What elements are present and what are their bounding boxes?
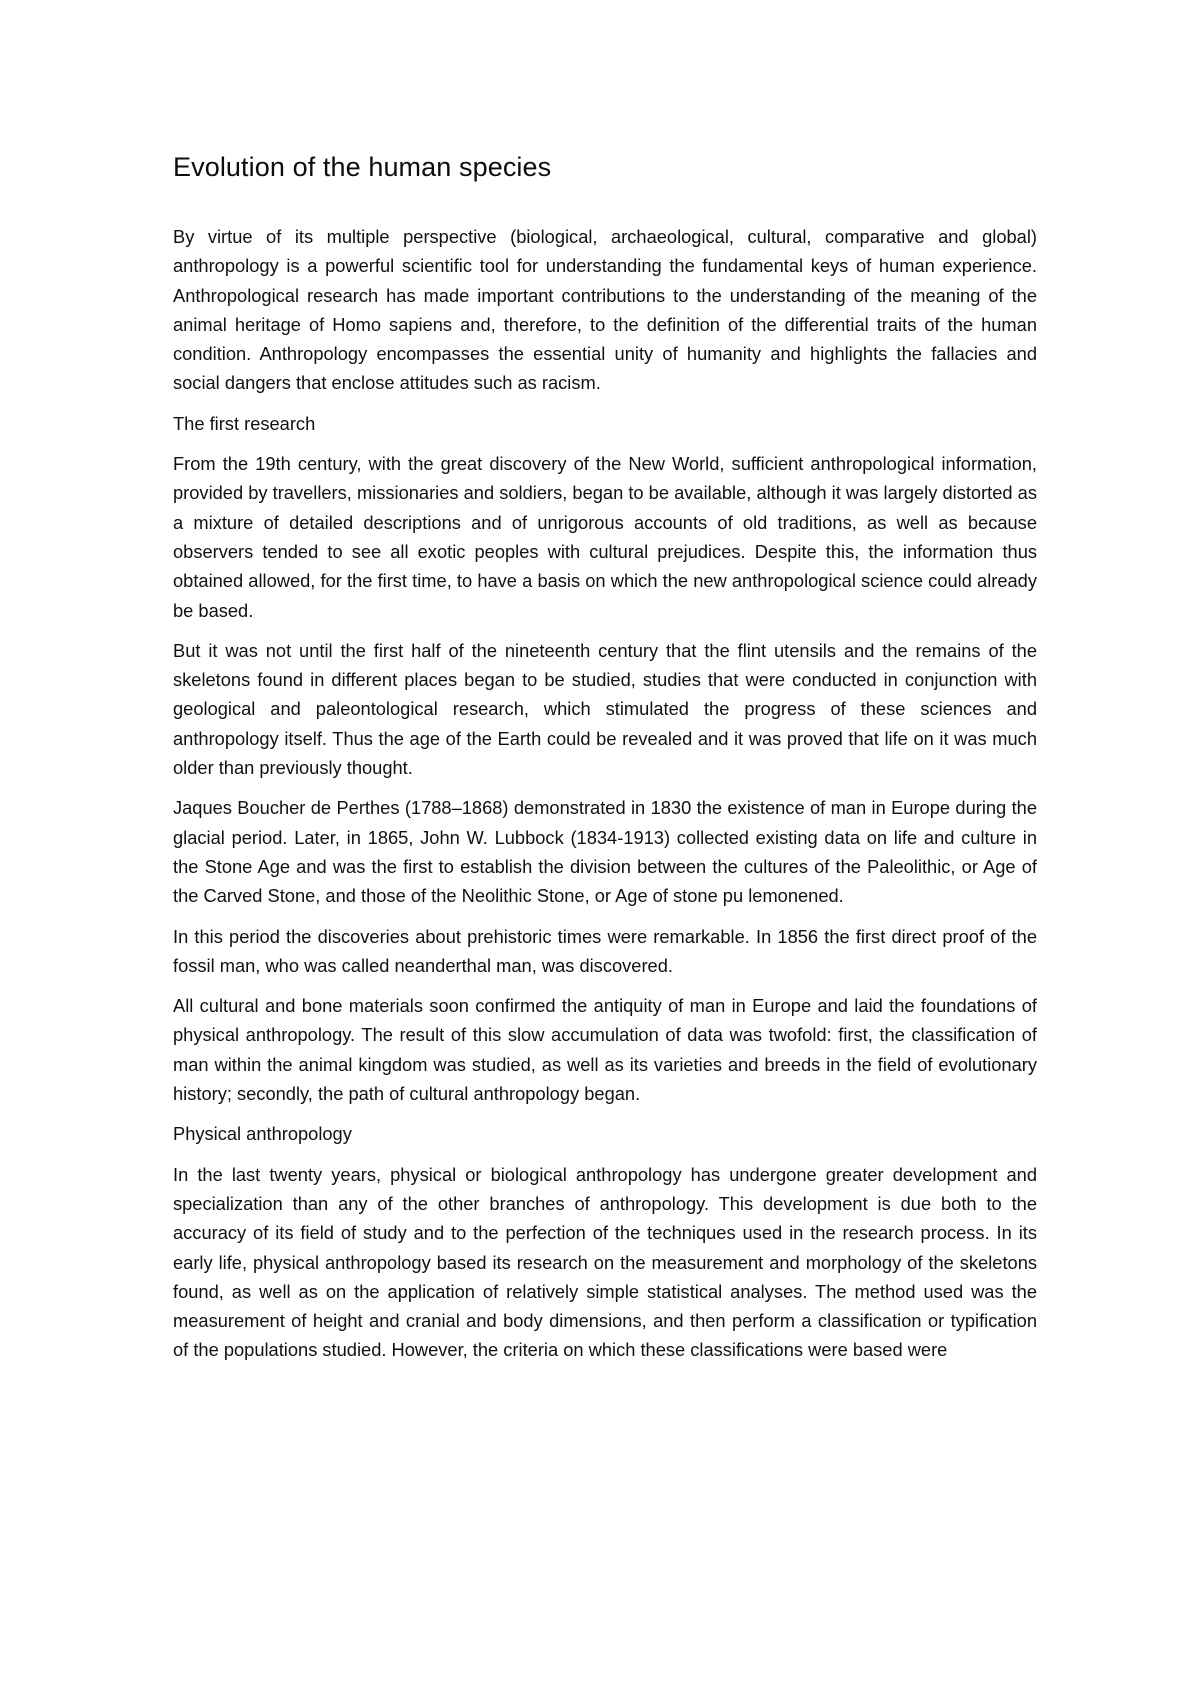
paragraph-cultural-bone-materials: All cultural and bone materials soon confirmed the antiquity of man in Europe and laid the foundations of physical anthropology. The result of this slow accumulation of data was twofold: first, the classification of man within the animal kingdom was studied, as well as its varieties and breeds in the field of evolutionary history; secondly, the path of cultural anthropology began.: [173, 995, 1037, 1105]
intro-paragraph: By virtue of its multiple perspective (biological, archaeological, cultural, comparative and global) anthropology is a powerful scientific tool for understanding the fundamental keys of human experience. Anthropological research has made important contributions to the understanding of the meaning of the animal heritage of Homo sapiens and, therefore, to the definition of the differential traits of the human condition. Anthropology encompasses the essential unity of humanity and highlights the fallacies and social dangers that enclose attitudes such as racism.: [173, 226, 1037, 394]
paragraph-19th-century: From the 19th century, with the great discovery of the New World, sufficient anthropological information, provided by travellers, missionaries and soldiers, began to be available, although it was largely distorted as a mixture of detailed descriptions and of unrigorous accounts of old traditions, as well as because observers tended to see all exotic peoples with cultural prejudices. Despite this, the information thus obtained allowed, for the first time, to have a basis on which the new anthropological science could already be based.: [173, 453, 1037, 621]
document-body: [173, 150, 1037, 1365]
page-title: Evolution of the human species: [173, 152, 552, 182]
paragraph-flint-utensils: But it was not until the first half of the nineteenth century that the flint utensils and the remains of the skeletons found in different places began to be studied, studies that were conducted in conjunction with geological and paleontological research, which stimulated the progress of these sciences and anthropology itself. Thus the age of the Earth could be revealed and it was proved that life on it was much older than previously thought.: [173, 639, 1037, 779]
section-heading-physical-anthropology: Physical anthropology: [173, 1123, 352, 1145]
paragraph-last-twenty-years: In the last twenty years, physical or biological anthropology has undergone greater development and specialization than any of the other branches of anthropology. This development is due both to the accuracy of its field of study and to the perfection of the techniques used in the research process. In its early life, physical anthropology based its research on the measurement and morphology of the skeletons found, as well as on the application of relatively simple statistical analyses. The method used was the measurement of height and cranial and body dimensions, and then perform a classification or typification of the populations studied. However, the criteria on which these classifications were based were: [173, 1163, 1037, 1361]
section-heading-first-research: The first research: [173, 412, 316, 434]
paragraph-prehistoric-discoveries: In this period the discoveries about prehistoric times were remarkable. In 1856 the first direct proof of the fossil man, who was called neanderthal man, was discovered.: [173, 925, 1037, 976]
paragraph-boucher-de-perthes: Jaques Boucher de Perthes (1788–1868) demonstrated in 1830 the existence of man in Europe during the glacial period. Later, in 1865, John W. Lubbock (1834-1913) collected existing data on life and culture in the Stone Age and was the first to establish the division between the cultures of the Paleolithic, or Age of the Carved Stone, and those of the Neolithic Stone, or Age of stone pu lemonened.: [173, 797, 1037, 907]
